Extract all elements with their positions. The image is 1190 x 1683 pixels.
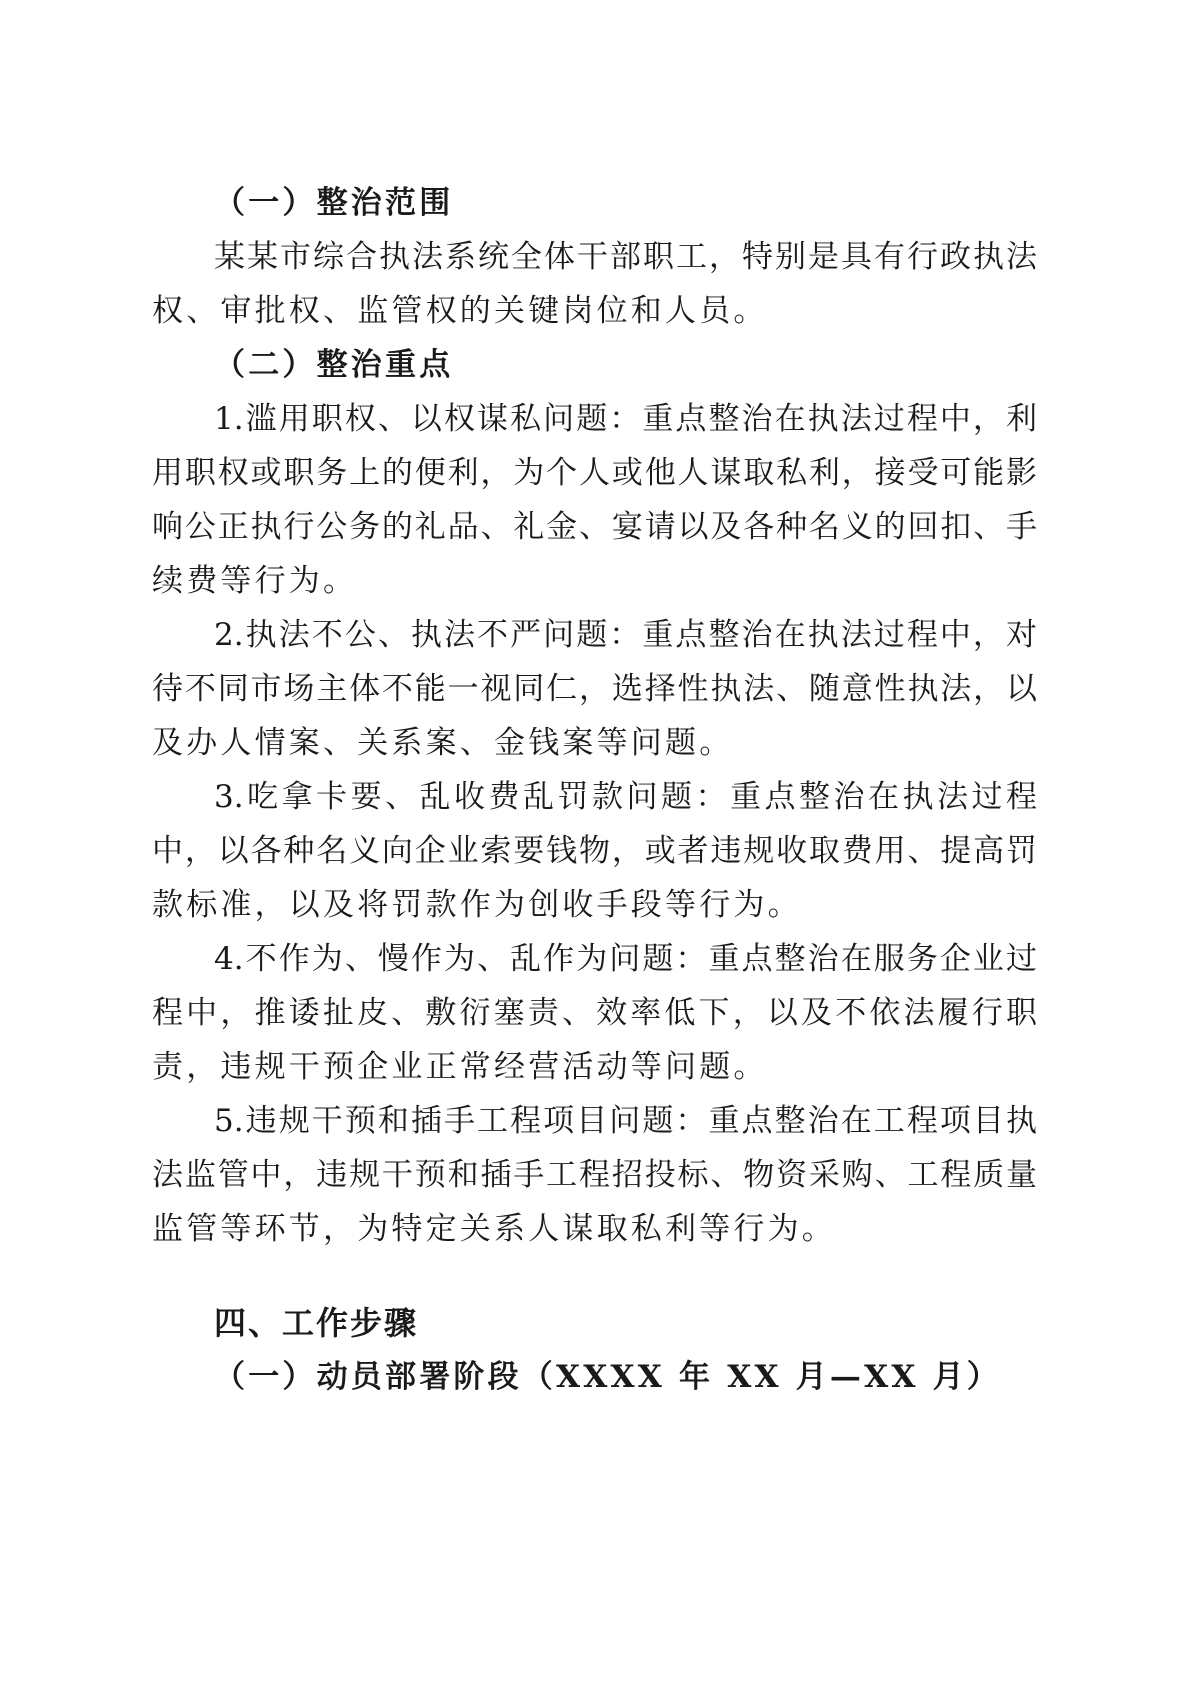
item-5-line: 5.违规干预和插手工程项目问题：重点整治在工程项目执 bbox=[214, 1103, 1037, 1139]
document-page bbox=[152, 176, 1037, 1404]
item-3-line: 中，以各种名义向企业索要钱物，或者违规收取费用、提高罚 bbox=[152, 833, 1037, 869]
section-spacer bbox=[152, 1256, 1037, 1296]
item-4-line: 4.不作为、慢作为、乱作为问题：重点整治在服务企业过 bbox=[214, 941, 1037, 977]
item-1-line: 1.滥用职权、以权谋私问题：重点整治在执法过程中，利 bbox=[214, 401, 1037, 437]
item-2-line: 及办人情案、关系案、金钱案等问题。 bbox=[152, 725, 734, 761]
item-1-line: 用职权或职务上的便利，为个人或他人谋取私利，接受可能影 bbox=[152, 455, 1037, 491]
item-3-line: 3.吃拿卡要、乱收费乱罚款问题：重点整治在执法过程 bbox=[214, 779, 1037, 815]
subheading-scope: （一）整治范围 bbox=[214, 185, 454, 221]
section-heading-steps: 四、工作步骤 bbox=[214, 1304, 419, 1342]
paragraph-line: 某某市综合执法系统全体干部职工，特别是具有行政执法 bbox=[214, 239, 1037, 275]
item-2-line: 待不同市场主体不能一视同仁，选择性执法、随意性执法，以 bbox=[152, 671, 1037, 707]
item-4-line: 责，违规干预企业正常经营活动等问题。 bbox=[152, 1049, 768, 1085]
subheading-mobilization: （一）动员部署阶段（XXXX 年 XX 月—XX 月） bbox=[214, 1359, 1001, 1395]
item-5-line: 监管等环节，为特定关系人谋取私利等行为。 bbox=[152, 1211, 836, 1247]
item-2-line: 2.执法不公、执法不严问题：重点整治在执法过程中，对 bbox=[214, 617, 1037, 653]
item-5-line: 法监管中，违规干预和插手工程招投标、物资采购、工程质量 bbox=[152, 1157, 1037, 1193]
item-4-line: 程中，推诿扯皮、敷衍塞责、效率低下，以及不依法履行职 bbox=[152, 995, 1037, 1031]
item-1-line: 续费等行为。 bbox=[152, 563, 358, 599]
paragraph-line: 权、审批权、监管权的关键岗位和人员。 bbox=[152, 293, 768, 329]
item-1-line: 响公正执行公务的礼品、礼金、宴请以及各种名义的回扣、手 bbox=[152, 509, 1037, 545]
subheading-focus: （二）整治重点 bbox=[214, 347, 454, 383]
item-3-line: 款标准，以及将罚款作为创收手段等行为。 bbox=[152, 887, 802, 923]
